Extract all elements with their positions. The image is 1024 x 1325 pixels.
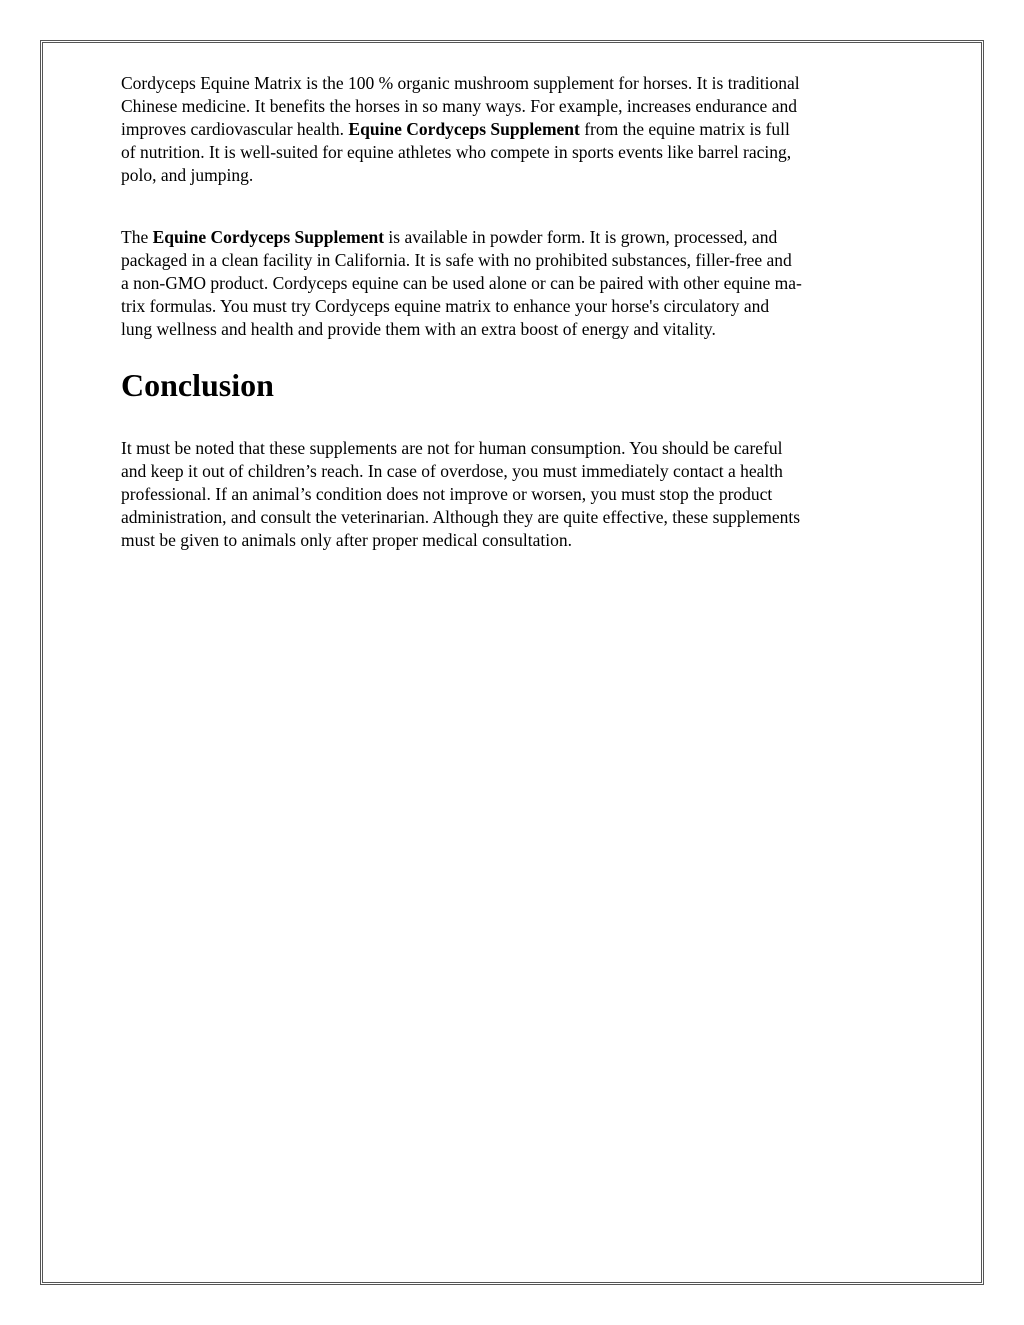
text-run: The — [121, 227, 153, 247]
paragraph-line: It must be noted that these supplements are not for human consumption. You should be careful — [121, 438, 783, 458]
conclusion-heading: Conclusion — [121, 367, 274, 403]
paragraph-line: polo, and jumping. — [121, 165, 254, 185]
paragraph-line: lung wellness and health and provide them with an extra boost of energy and vitality. — [121, 319, 716, 339]
paragraph-line: and keep it out of children’s reach. In case of overdose, you must immediately contact a health — [121, 461, 783, 481]
bold-product-name: Equine Cordyceps Supplement — [348, 119, 580, 139]
paragraph-line: packaged in a clean facility in California. It is safe with no prohibited substances, filler-free and — [121, 250, 792, 270]
document-body — [121, 72, 906, 552]
text-run: is available in powder form. It is grown, processed, and — [384, 227, 778, 247]
paragraph-line: trix formulas. You must try Cordyceps equine matrix to enhance your horse's circulatory and — [121, 296, 770, 316]
bold-product-name: Equine Cordyceps Supplement — [152, 227, 385, 247]
paragraph-line: must be given to animals only after proper medical consultation. — [121, 530, 572, 550]
paragraph-line — [121, 226, 906, 249]
paragraph-line: Cordyceps Equine Matrix is the 100 % organic mushroom supplement for horses. It is traditional — [121, 73, 800, 93]
paragraph-line: Chinese medicine. It benefits the horses in so many ways. For example, increases endurance and — [121, 96, 797, 116]
paragraph-line: a non-GMO product. Cordyceps equine can be used alone or can be paired with other equine ma- — [121, 273, 802, 293]
paragraph-line: professional. If an animal’s condition does not improve or worsen, you must stop the product — [121, 484, 773, 504]
product-paragraph — [121, 226, 906, 341]
paragraph-line: administration, and consult the veterinarian. Although they are quite effective, these supplements — [121, 507, 801, 527]
conclusion-paragraph — [121, 437, 906, 552]
text-run: from the equine matrix is full — [579, 119, 790, 139]
intro-paragraph — [121, 72, 906, 187]
text-run: improves cardiovascular health. — [121, 119, 349, 139]
paragraph-line: of nutrition. It is well-suited for equine athletes who compete in sports events like barrel racing, — [121, 142, 792, 162]
paragraph-line — [121, 118, 906, 141]
